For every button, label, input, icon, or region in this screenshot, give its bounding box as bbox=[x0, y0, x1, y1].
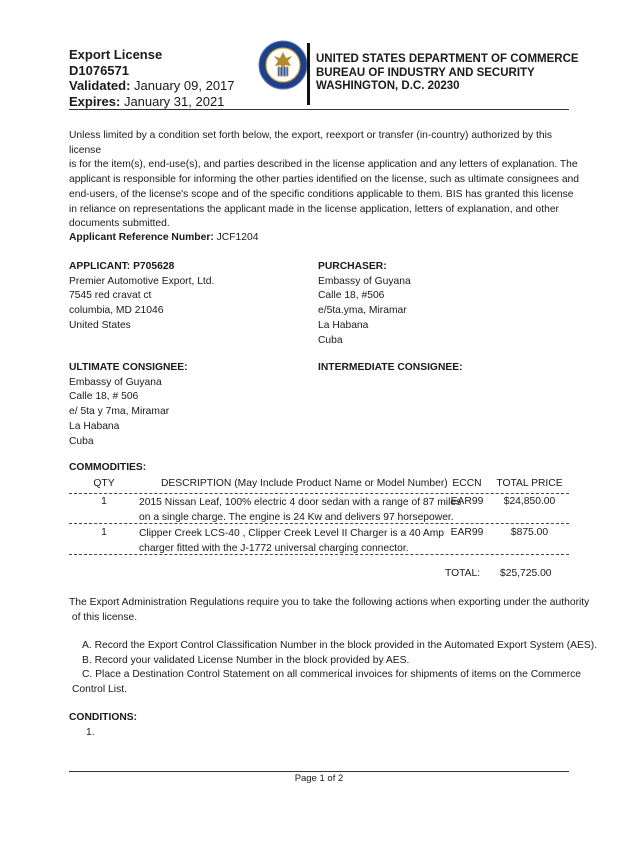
conditions-heading: CONDITIONS: bbox=[69, 712, 138, 723]
commodities-heading: COMMODITIES: bbox=[69, 462, 147, 473]
applicant-ref-label: Applicant Reference Number: bbox=[69, 232, 214, 243]
ultimate-consignee-line: La Habana bbox=[69, 420, 120, 432]
license-number: D1076571 bbox=[69, 62, 129, 78]
agency-line-2: BUREAU OF INDUSTRY AND SECURITY bbox=[316, 66, 535, 79]
row-description bbox=[139, 527, 451, 556]
license-header bbox=[69, 47, 235, 109]
purchaser-line: e/5ta.yma, Miramar bbox=[318, 305, 407, 317]
validated-line bbox=[69, 78, 235, 94]
purchaser-line: Cuba bbox=[318, 334, 343, 346]
col-price-header: TOTAL PRICE bbox=[496, 478, 563, 489]
agency-line-1: UNITED STATES DEPARTMENT OF COMMERCE bbox=[316, 53, 579, 65]
header-divider bbox=[307, 43, 310, 105]
ear-actions bbox=[82, 639, 598, 683]
agency-block bbox=[316, 53, 579, 94]
expires-date: January 31, 2021 bbox=[123, 93, 225, 109]
intro-line: end-users, of the license's scope and of the specific conditions applicable to them. BIS has granted this license bbox=[69, 188, 574, 200]
total-value: $25,725.00 bbox=[500, 568, 552, 579]
ear-paragraph bbox=[69, 596, 590, 625]
ultimate-consignee-heading: ULTIMATE CONSIGNEE: bbox=[69, 362, 188, 373]
intro-paragraph bbox=[69, 129, 579, 232]
intro-line: in reliance on representations the applicant made in the license application, letters of explanation, and other bbox=[69, 203, 559, 215]
footer-rule bbox=[69, 771, 569, 772]
expires-line bbox=[69, 94, 235, 110]
applicant-heading: APPLICANT: P705628 bbox=[69, 261, 175, 272]
agency-line-3: WASHINGTON, D.C. 20230 bbox=[316, 80, 460, 92]
ultimate-consignee-line: e/ 5ta y 7ma, Miramar bbox=[69, 406, 170, 418]
intro-line: Unless limited by a condition set forth below, the export, reexport or transfer (in-country) authorized by this license bbox=[69, 130, 553, 156]
page-number: Page 1 of 2 bbox=[294, 773, 344, 784]
expires-label: Expires: bbox=[69, 93, 121, 109]
ear-line: The Export Administration Regulations require you to take the following actions when exporting under the authority bbox=[69, 597, 590, 608]
applicant-line: columbia, MD 21046 bbox=[69, 305, 164, 317]
applicant-line: United States bbox=[69, 319, 131, 331]
ear-item-c-cont: Control List. bbox=[72, 684, 127, 695]
applicant-line: 7545 red cravat ct bbox=[69, 290, 152, 302]
row-desc-line: charger fitted with the J-1772 universal charging connector. bbox=[139, 542, 409, 554]
applicant-line: Premier Automotive Export, Ltd. bbox=[69, 275, 215, 287]
header-rule bbox=[69, 109, 569, 110]
row-desc-line: 2015 Nissan Leaf, 100% electric 4 door sedan with a range of 87 miles bbox=[139, 497, 462, 508]
ultimate-consignee-block bbox=[69, 361, 188, 449]
applicant-ref-value: JCF1204 bbox=[216, 232, 259, 243]
row-qty: 1 bbox=[101, 496, 107, 507]
row-price: $24,850.00 bbox=[503, 496, 556, 507]
ultimate-consignee-line: Calle 18, # 506 bbox=[69, 391, 139, 403]
col-qty-header: QTY bbox=[93, 478, 115, 489]
row-qty: 1 bbox=[101, 527, 107, 538]
row-eccn: EAR99 bbox=[450, 527, 484, 538]
ear-item-a: A. Record the Export Control Classification Number in the block provided in the Automated Export System (AES). bbox=[82, 640, 598, 651]
validated-label: Validated: bbox=[69, 78, 131, 93]
purchaser-block bbox=[318, 260, 411, 348]
commodities-table bbox=[69, 476, 569, 555]
purchaser-heading: PURCHASER: bbox=[318, 261, 387, 272]
row-description bbox=[139, 496, 462, 525]
ear-line: of this license. bbox=[69, 611, 138, 623]
row-desc-line: Clipper Creek LCS-40 , Clipper Creek Level II Charger is a 40 Amp bbox=[139, 528, 445, 539]
row-desc-line: on a single charge. The engine is 24 Kw and delivers 97 horsepower. bbox=[139, 511, 454, 523]
department-seal-icon bbox=[258, 40, 308, 90]
validated-date: January 09, 2017 bbox=[134, 78, 235, 93]
col-eccn-header: ECCN bbox=[452, 478, 482, 489]
total-label: TOTAL: bbox=[445, 568, 481, 579]
purchaser-line: Calle 18, #506 bbox=[318, 290, 385, 302]
table-row bbox=[69, 494, 569, 524]
ear-item-c: C. Place a Destination Control Statement on all commerical invoices for shipments of items on the Commerce bbox=[82, 669, 582, 681]
purchaser-line: Embassy of Guyana bbox=[318, 275, 411, 287]
purchaser-line: La Habana bbox=[318, 319, 369, 331]
intro-line: documents submitted. bbox=[69, 218, 170, 230]
applicant-block bbox=[69, 260, 214, 334]
intermediate-consignee-heading: INTERMEDIATE CONSIGNEE: bbox=[318, 362, 463, 373]
intro-line: is for the item(s), end-use(s), and parties described in the license application and any letters of explanation. The bbox=[69, 159, 578, 171]
intro-line: applicant is responsible for informing the other parties identified on the license, such as ultimate consignees and bbox=[69, 174, 579, 186]
ultimate-consignee-line: Cuba bbox=[69, 435, 94, 447]
license-title: Export License bbox=[69, 47, 163, 62]
condition-item: 1. bbox=[86, 727, 95, 738]
table-row bbox=[69, 524, 569, 555]
col-desc-header: DESCRIPTION (May Include Product Name or Model Number) bbox=[161, 478, 448, 489]
table-header-row bbox=[69, 476, 569, 494]
ultimate-consignee-line: Embassy of Guyana bbox=[69, 376, 162, 388]
row-eccn: EAR99 bbox=[450, 496, 484, 507]
row-price: $875.00 bbox=[510, 527, 549, 538]
applicant-reference bbox=[69, 231, 258, 246]
ear-item-b: B. Record your validated License Number in the block provided by AES. bbox=[82, 654, 410, 666]
